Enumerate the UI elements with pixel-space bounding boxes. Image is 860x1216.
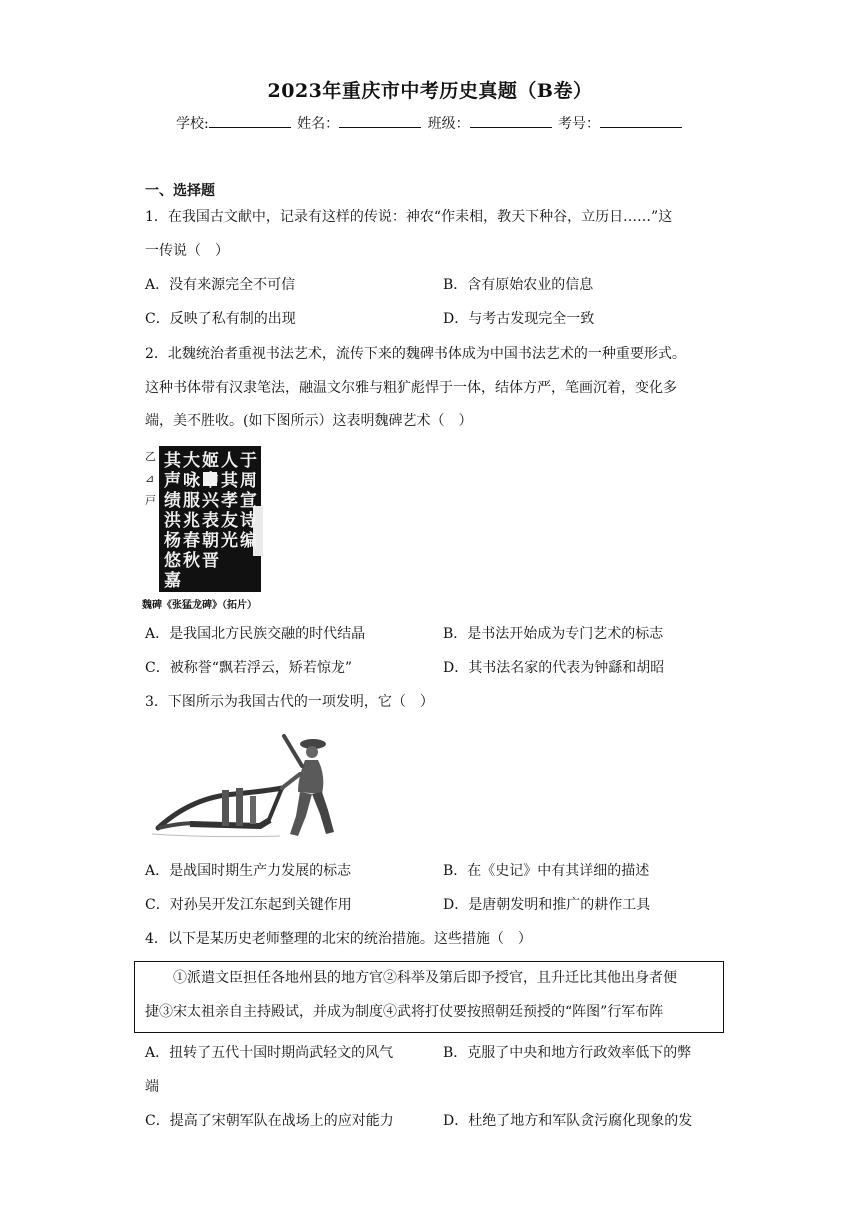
stele-character: 春 bbox=[183, 531, 200, 551]
stele-character: 悠 bbox=[164, 551, 181, 571]
q4-stem-line1: 4．以下是某历史老师整理的北宋的统治措施。这些措施（ ） bbox=[145, 931, 532, 947]
q4-option-c: C．提高了宋朝军队在战场上的应对能力 bbox=[145, 1113, 394, 1129]
svg-text:戸: 戸 bbox=[145, 494, 156, 507]
stele-character: 友 bbox=[221, 511, 238, 531]
page-title: 2023年重庆市中考历史真题（B卷） bbox=[267, 80, 593, 102]
q3-option-d: D．是唐朝发明和推广的耕作工具 bbox=[443, 897, 651, 913]
stele-character: 中 bbox=[202, 471, 219, 491]
stele-rubbing-image bbox=[142, 446, 282, 616]
q1-stem-line1: 1．在我国古文献中，记录有这样的传说：神农“作耒相，教天下种谷，立历日……”这 bbox=[145, 209, 673, 225]
exam-no-blank bbox=[600, 114, 682, 128]
q4-option-b-continued: 端 bbox=[145, 1079, 159, 1095]
stele-character: 表 bbox=[202, 511, 219, 531]
stele-character: 其 bbox=[164, 451, 181, 471]
stele-character: 其 bbox=[221, 471, 238, 491]
exam-no-label: 考号： bbox=[558, 116, 601, 132]
school-label: 学校: bbox=[175, 116, 209, 132]
stele-character: 嘉 bbox=[164, 571, 181, 591]
svg-text:⊿: ⊿ bbox=[145, 472, 155, 485]
q2-stem-line2: 这种书体带有汉隶笔法，融温文尔雅与粗犷彪悍于一体，结体方严，笔画沉着，变化多 bbox=[145, 380, 677, 396]
stele-character: 杨 bbox=[164, 531, 181, 551]
name-label: 姓名： bbox=[297, 116, 340, 132]
stele-character: 人 bbox=[221, 451, 238, 471]
q3-option-b: B．在《史记》中有其详细的描述 bbox=[443, 863, 650, 879]
stele-character: 咏 bbox=[183, 471, 200, 491]
stele-character: 周 bbox=[240, 471, 257, 491]
q2-stem-line3: 端，美不胜收。(如下图所示）这表明魏碑艺术（ ） bbox=[145, 413, 473, 429]
stele-rubbing-figure bbox=[142, 446, 282, 616]
q2-option-c: C．被称誉“飘若浮云，矫若惊龙” bbox=[145, 660, 353, 676]
q1-option-c: C．反映了私有制的出现 bbox=[145, 311, 296, 327]
q4-box-line1: ①派遣文臣担任各地州县的地方官②科举及第后即予授官，且升迁比其他出身者便 bbox=[173, 970, 677, 986]
stele-character: 诗 bbox=[240, 511, 257, 531]
school-blank bbox=[209, 114, 291, 128]
stele-character: 编 bbox=[240, 531, 257, 551]
stele-character: 于 bbox=[240, 451, 257, 471]
q2-option-d: D．其书法名家的代表为钟繇和胡昭 bbox=[443, 660, 665, 676]
plow-farmer-image bbox=[150, 730, 350, 842]
stele-character: 大 bbox=[183, 451, 200, 471]
q3-option-c: C．对孙吴开发江东起到关键作用 bbox=[145, 897, 352, 913]
plow-farmer-figure bbox=[150, 730, 350, 842]
student-info-line bbox=[0, 113, 860, 133]
q4-box-line2: 捷③宋太祖亲自主持殿试，并成为制度④武将打仗要按照朝廷预授的“阵图”行军布阵 bbox=[145, 1004, 664, 1020]
section-title: 一、选择题 bbox=[145, 183, 215, 199]
stele-character: 兴 bbox=[202, 491, 219, 511]
q1-option-b: B．含有原始农业的信息 bbox=[443, 277, 594, 293]
q4-option-d: D．杜绝了地方和军队贪污腐化现象的发 bbox=[443, 1113, 693, 1129]
stele-character: 光 bbox=[221, 531, 238, 551]
stele-character: 姬 bbox=[202, 451, 219, 471]
stele-character: 服 bbox=[183, 491, 200, 511]
stele-character: 宣 bbox=[240, 491, 257, 511]
class-blank bbox=[470, 114, 552, 128]
q4-measures-box bbox=[134, 961, 724, 1033]
q2-option-b: B．是书法开始成为专门艺术的标志 bbox=[443, 626, 664, 642]
q3-option-a: A．是战国时期生产力发展的标志 bbox=[145, 863, 352, 879]
stele-character: 孝 bbox=[221, 491, 238, 511]
stele-character: 朝 bbox=[202, 531, 219, 551]
stele-character: 秋 bbox=[183, 551, 200, 571]
stele-character: 声 bbox=[164, 471, 181, 491]
q1-option-a: A．没有来源完全不可信 bbox=[145, 277, 296, 293]
q1-stem-line2: 一传说（ ） bbox=[145, 243, 229, 259]
name-blank bbox=[339, 114, 421, 128]
class-label: 班级： bbox=[427, 116, 470, 132]
q4-option-a: A．扭转了五代十国时期尚武轻文的风气 bbox=[145, 1045, 394, 1061]
q3-stem-line1: 3．下图所示为我国古代的一项发明，它（ ） bbox=[145, 694, 434, 710]
q1-option-d: D．与考古发现完全一致 bbox=[443, 311, 595, 327]
stele-character: 绩 bbox=[164, 491, 181, 511]
q2-stem-line1: 2．北魏统治者重视书法艺术，流传下来的魏碑书体成为中国书法艺术的一种重要形式。 bbox=[145, 346, 686, 362]
stele-character: 兆 bbox=[183, 511, 200, 531]
stele-caption: 魏碑《张猛龙碑》（拓片） bbox=[142, 600, 257, 611]
q4-option-b: B．克服了中央和地方行政效率低下的弊 bbox=[443, 1045, 692, 1061]
q2-option-a: A．是我国北方民族交融的时代结晶 bbox=[145, 626, 366, 642]
svg-text:乙: 乙 bbox=[145, 450, 156, 463]
stele-character: 晋 bbox=[202, 551, 219, 571]
stele-character: 洪 bbox=[164, 511, 181, 531]
